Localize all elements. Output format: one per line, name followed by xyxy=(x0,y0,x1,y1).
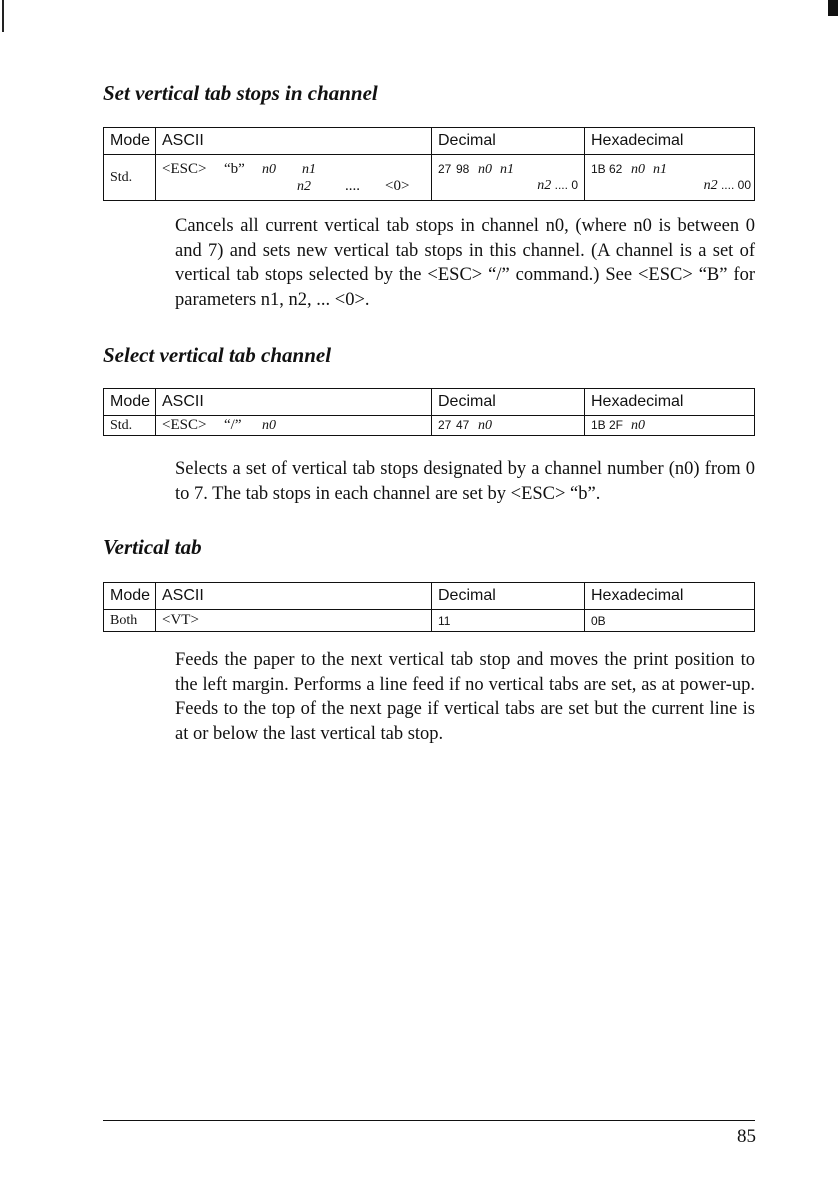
header-hexadecimal: Hexadecimal xyxy=(585,583,755,610)
command-table xyxy=(103,582,755,632)
section-select-vertical-tab-channel xyxy=(103,342,755,436)
header-ascii: ASCII xyxy=(156,583,432,610)
decimal-cell: 11 xyxy=(432,610,585,632)
table-row xyxy=(104,155,755,201)
footer-rule xyxy=(103,1120,755,1121)
mode-cell: Both xyxy=(104,610,156,632)
table-row xyxy=(104,416,755,436)
header-mode: Mode xyxy=(104,389,156,416)
section-vertical-tab xyxy=(103,534,755,632)
section-description: Cancels all current vertical tab stops in channel n0, (where n0 is between 0 and 7) and sets new vertical tab stops in this channel. (A channel is a set of vertical tab stops selected by the <ESC> “/” command.) See <ESC> “B” for parameters n1, n2, ... <0>. xyxy=(175,216,755,310)
section-description: Feeds the paper to the next vertical tab stop and moves the print position to the left margin. Performs a line feed if no vertical tabs are set, as at power-up. Feeds to the top of the next page if vertical tabs are set but the current line is at or below the last vertical tab stop. xyxy=(175,650,755,744)
mode-cell: Std. xyxy=(104,155,156,201)
ascii-cell: <ESC> “b” n0 n1 n2 .... <0> xyxy=(156,155,432,201)
section-heading: Set vertical tab stops in channel xyxy=(103,81,378,105)
table-header-row xyxy=(104,389,755,416)
header-hexadecimal: Hexadecimal xyxy=(585,389,755,416)
header-ascii: ASCII xyxy=(156,389,432,416)
ascii-cell: <ESC> “/” n0 xyxy=(156,416,432,436)
decimal-cell: 27 47 n0 xyxy=(432,416,585,436)
mode-cell: Std. xyxy=(104,416,156,436)
page-number: 85 xyxy=(737,1126,756,1147)
header-decimal: Decimal xyxy=(432,389,585,416)
header-decimal: Decimal xyxy=(432,128,585,155)
command-table xyxy=(103,388,755,436)
header-ascii: ASCII xyxy=(156,128,432,155)
hex-cell: 0B xyxy=(585,610,755,632)
hex-cell: 1B 62 n0 n1 n2 .... 00 xyxy=(585,155,755,201)
table-row xyxy=(104,610,755,632)
decimal-cell: 27 98 n0 n1 n2 .... 0 xyxy=(432,155,585,201)
section-description: Selects a set of vertical tab stops designated by a channel number (n0) from 0 to 7. The tab stops in each channel are set by <ESC> “b”. xyxy=(175,459,755,504)
ascii-cell: <VT> xyxy=(156,610,432,632)
header-decimal: Decimal xyxy=(432,583,585,610)
hex-cell: 1B 2F n0 xyxy=(585,416,755,436)
header-hexadecimal: Hexadecimal xyxy=(585,128,755,155)
command-table xyxy=(103,127,755,201)
registration-mark xyxy=(828,0,838,16)
header-mode: Mode xyxy=(104,128,156,155)
table-header-row xyxy=(104,583,755,610)
section-heading: Select vertical tab channel xyxy=(103,343,332,367)
section-heading: Vertical tab xyxy=(103,535,202,559)
section-set-vertical-tab-stops xyxy=(103,80,755,201)
table-header-row xyxy=(104,128,755,155)
header-mode: Mode xyxy=(104,583,156,610)
scan-edge-mark xyxy=(2,0,4,32)
